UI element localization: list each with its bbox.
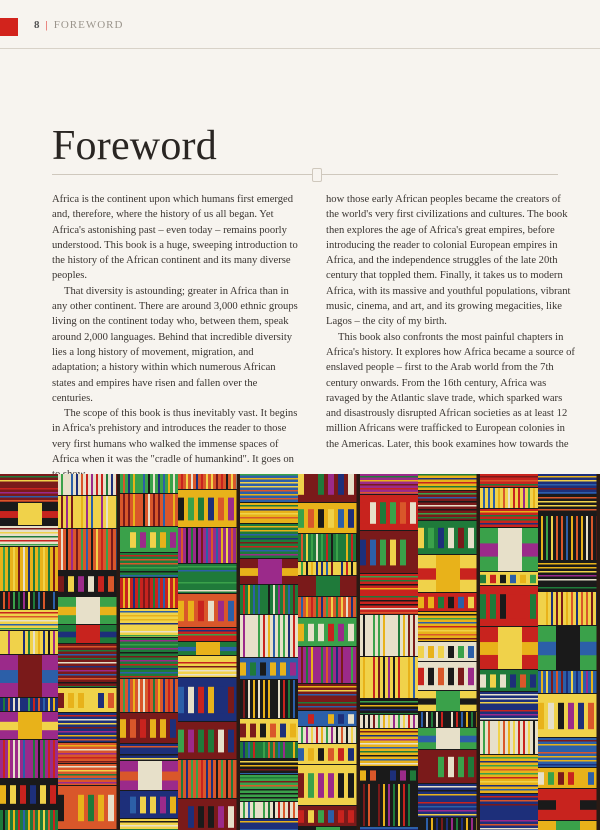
title-rule — [52, 174, 558, 175]
paragraph: Africa is the continent upon which humans first emerged and, therefore, where the history of us all began. Yet Africa's astonishing past – even today – remains poorly understood. This book is a huge, sweeping introduction to the history of the African continent and its many diverse peoples. — [52, 194, 298, 282]
chapter-tab-marker — [0, 18, 18, 36]
right-text-column — [326, 192, 576, 452]
header-section: FOREWORD — [53, 19, 124, 31]
paragraph: That diversity is astounding; greater in Africa than in any other continent. There are around 3,000 ethnic groups living on the continent today who, between them, speak around 2,000 languages. Behind that incredible diversity lies a long history of movement, migration, and adaptation; a history within which numerous African states and empires have risen and fallen over the centuries. — [52, 285, 298, 404]
title-ornament — [312, 168, 322, 182]
paragraph: This book also confronts the most painful chapters in Africa's history. It explores how Africa became a source of enslaved people – first to the Arab world from the 7th century onwards. From the 16th century, Africa was ravaged by the Atlantic slave trade, which sparked wars and disastrously disrupted African societies as at least 12 million Africans were trafficked to European colonies in the Americas. Later, this book examines how towards the — [326, 331, 575, 450]
header-separator: | — [45, 19, 49, 31]
header-rule — [0, 48, 600, 49]
running-header — [0, 14, 600, 52]
kente-cloth-image — [0, 474, 600, 830]
kente-cloth-photo — [0, 474, 600, 830]
left-text-column — [52, 192, 298, 483]
paragraph: how those early African peoples became the creators of the world's very first civilizations and cultures. The book then explores the age of Africa's great empires, before introducing the reader to colonial European empires in Africa, and the independence struggles of the late 20th century that toppled them. Finally, it takes us to modern Africa, with its massive and youthful populations, vibrant music, cinema, and art, and its growing megacities, like Lagos – the city of my birth. — [326, 194, 571, 328]
page-title: Foreword — [52, 123, 217, 169]
paragraph: The scope of this book is thus inevitably vast. It begins in Africa's prehistory and introduces the reader to those very first humans who walked the immense spaces of Africa when it was the "cradle of humankind". It goes on — [52, 408, 298, 466]
running-header-text — [34, 19, 123, 31]
page-number: 8 — [34, 19, 41, 31]
